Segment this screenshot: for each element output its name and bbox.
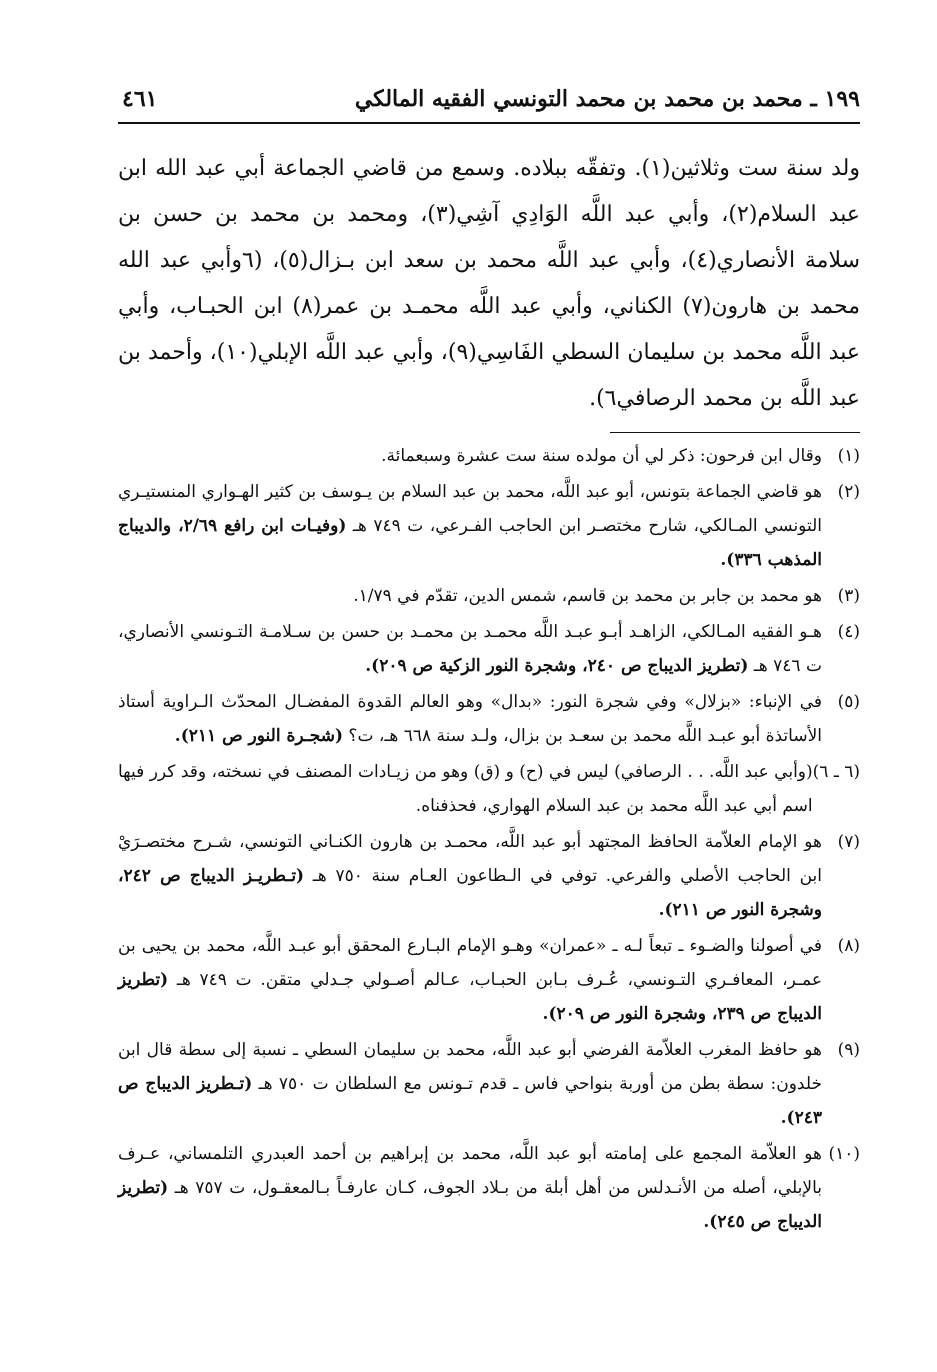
footnote-number: (٤) xyxy=(837,622,860,642)
footnote-reference: (تـطريز الديباج ص ٢٤٣). xyxy=(118,1074,822,1128)
footnote-number: (١) xyxy=(837,446,860,466)
footnote-4 xyxy=(118,615,860,683)
footnote-reference: (وفيـات ابن رافع ٢/٦٩، والديباج المذهب ٣٣٦). xyxy=(118,516,822,570)
footnote-10 xyxy=(118,1137,860,1239)
footnote-text: (وأبي عبد اللَّه. . . الرصافي) ليس في (ح) و (ق) وهو من زيـادات المصنف في نسخته، وقد كرر فيها اسم أبي عبد اللَّه محمد بن عبد السلام الهواري، فحذفناه. xyxy=(118,762,813,816)
footnote-5 xyxy=(118,685,860,753)
footnote-number: (٧) xyxy=(837,832,860,852)
footnote-reference: (تطريز الديباج ص ٢٣٩، وشجرة النور ص ٢٠٩). xyxy=(118,970,822,1024)
footnote-6 xyxy=(118,755,860,823)
footnote-2 xyxy=(118,475,860,577)
main-paragraph: ولد سنة ست وثلاثين(١). وتفقّه ببلاده. وسمع من قاضي الجماعة أبي عبد الله ابن عبد السلام(٢)، وأبي عبد اللَّه الوَادِي آشِي(٣)، ومحمد بن محمد بن حسن بن سلامة الأنصاري(٤)، وأبي عبد اللَّه محمد بن سعد ابن بـزال(٥)، (٦وأبي عبد الله محمد بن هارون(٧) الكناني، وأبي عبد اللَّه محمـد بن عمر(٨) ابن الحبـاب، وأبي عبد اللَّه محمد بن سليمان السطي الفَاسِي(٩)، وأبي عبد اللَّه الإبلي(١٠)، وأحمد بن عبد اللَّه بن محمد الرصافي٦). xyxy=(118,156,861,411)
footnote-text: هو قاضي الجماعة بتونس، أبو عبد اللَّه، محمد بن عبد السلام بن يـوسف بن كثير الهـواري المنستيـري التونسي المـالكي، شارح مختصـر ابن الحاجب الفـرعي، ت ٧٤٩ هـ xyxy=(118,482,822,536)
footnote-number: (٥) xyxy=(837,692,860,712)
footnote-reference: (تطريز الديباج ص ٢٤٠، وشجرة النور الزكية ص ٢٠٩). xyxy=(365,656,749,676)
footnote-number: (٢) xyxy=(837,482,860,502)
footnote-text: هو الإمام العلاّمة الحافظ المجتهد أبو عبد اللَّه، محمـد بن هارون الكنـاني التونسي، شـرح مختصـرَيْ ابن الحاجب الأصلي والفرعي. توفي في الـطاعون العـام سنة ٧٥٠ هـ xyxy=(118,832,822,886)
footnote-number: (٦ ـ ٦) xyxy=(812,762,860,782)
footnote-text: هو محمد بن جابر بن محمد بن قاسم، شمس الدين، تقدّم في ١/٧٩. xyxy=(353,586,822,606)
footnote-8 xyxy=(118,929,860,1031)
footnote-text: في الإنباء: «بزلال» وفي شجرة النور: «بدال» وهو العالم القدوة المفضـال المحدّث الـراوية أستاذ الأساتذة أبو عبـد اللَّه محمد بن سعـد بن بزال، ولـد سنة ٦٦٨ هـ، ت؟ xyxy=(118,692,822,746)
footnote-text: هو حافظ المغرب العلاّمة الفرضي أبو عبد اللَّه، محمد بن سليمان السطي ـ نسبة إلى سطة قال ابن خلدون: سطة بطن من أوربة بنواحي فاس ـ قدم تـونس مع السلطان ت ٧٥٠ هـ xyxy=(118,1040,822,1094)
main-text xyxy=(118,146,860,422)
footnote-separator xyxy=(610,432,860,433)
footnote-7 xyxy=(118,825,860,927)
footnote-3 xyxy=(118,579,860,613)
page-number: ٤٦١ xyxy=(122,86,158,112)
footnote-reference: (شجـرة النور ص ٢١١). xyxy=(174,726,344,746)
footnote-text: هـو الفقيه المـالكي، الزاهـد أبـو عبـد اللَّه محمـد بن محمـد بن حسن بن سـلامـة التـونسي الأنصاري، ت ٧٤٦ هـ xyxy=(118,622,822,676)
footnote-1 xyxy=(118,439,860,473)
footnotes xyxy=(118,439,860,1239)
book-page xyxy=(118,82,860,1241)
footnote-reference: (تطريز الديباج ص ٢٤٥). xyxy=(118,1178,822,1232)
footnote-text: وقال ابن فرحون: ذكر لي أن مولده سنة ست عشرة وسبعمائة. xyxy=(381,446,822,466)
page-header xyxy=(118,82,860,124)
footnote-text: هو العلاّمة المجمع على إمامته أبو عبد اللَّه، محمد بن إبراهيم بن أحمد العبدري التلمساني، عـرف بالإبلي، أصله من الأنـدلس من أهل أبلة من بـلاد الجوف، كـان عارفـاً بـالمعقـول، ت ٧٥٧ هـ xyxy=(118,1144,822,1198)
footnote-text: في أصولنا والضـوء ـ تبعاً لـه ـ «عمران» وهـو الإمام البـارع المحقق أبو عبـد اللَّه، محمد بن يحيى بن عمـر، المعافـري التـونسي، عُـرف بـابن الحبـاب، عـالم أصـولي جـدلي متقن. ت ٧٤٩ هـ xyxy=(118,936,822,990)
footnote-reference: (تـطريـز الديباج ص ٢٤٢، وشجرة النور ص ٢١١). xyxy=(118,866,822,920)
footnote-number: (٩) xyxy=(837,1040,860,1060)
footnote-number: (٣) xyxy=(837,586,860,606)
running-title: ١٩٩ ـ محمد بن محمد بن محمد التونسي الفقيه المالكي xyxy=(354,86,860,112)
footnote-number: (٨) xyxy=(837,936,860,956)
footnote-9 xyxy=(118,1033,860,1135)
footnote-number: (١٠) xyxy=(828,1144,860,1164)
